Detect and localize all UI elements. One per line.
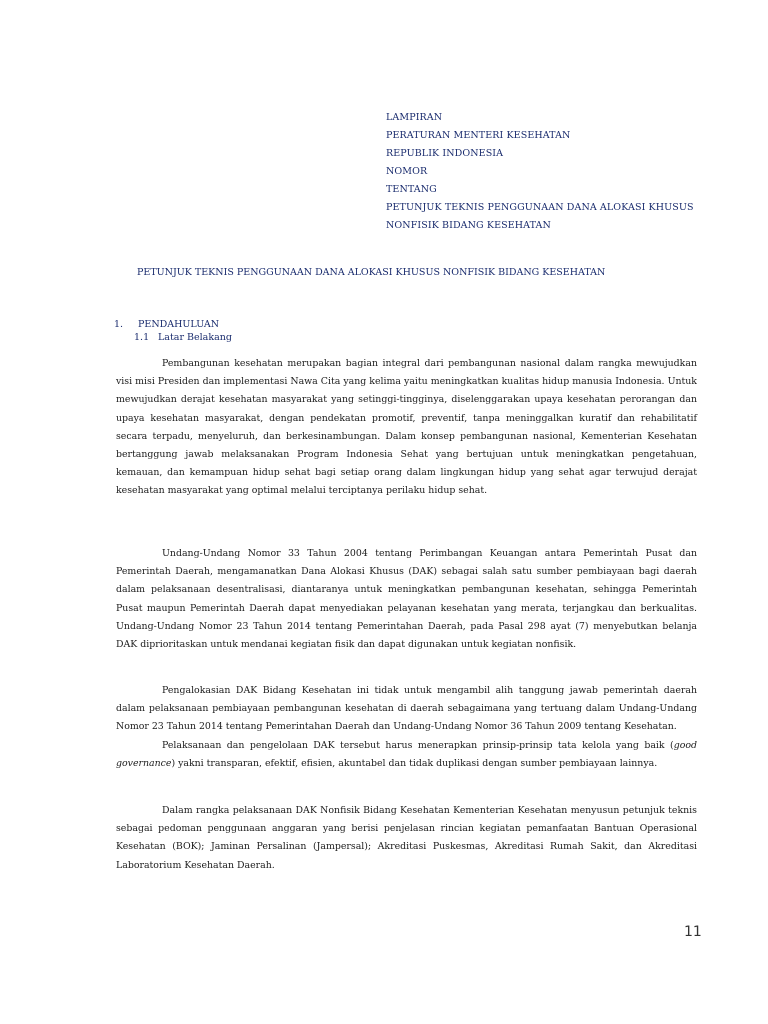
paragraph-2-block	[116, 545, 697, 654]
subsection-heading	[134, 331, 232, 344]
section-heading	[114, 318, 219, 331]
number-line: NOMOR	[386, 166, 428, 177]
regulation-line: PERATURAN MENTERI KESEHATAN	[386, 130, 571, 141]
paragraph-5-block	[116, 802, 697, 875]
subsection-label: Latar Belakang	[158, 332, 232, 343]
paragraph-3-block	[116, 682, 697, 773]
paragraph-1-block	[116, 355, 697, 501]
paragraph-1: Pembangunan kesehatan merupakan bagian integral dari pembangunan nasional dalam rangka mewujudkan visi misi Presiden dan implementasi Nawa Cita yang kelima yaitu meningkatkan kualitas hidup manusia Indonesia. Untuk mewujudkan derajat kesehatan masyarakat yang setinggi-tingginya, diselenggarakan upaya kesehatan perorangan dan upaya kesehatan masyarakat, dengan pendekatan promotif, preventif, tanpa meninggalkan kuratif dan rehabilitatif secara terpadu, menyeluruh, dan berkesinambungan. Dalam konsep pembangunan nasional, Kementerian Kesehatan bertanggung jawab melaksanakan Program Indonesia Sehat yang bertujuan untuk meningkatkan pengetahuan, kemauan, dan kemampuan hidup sehat bagi setiap orang dalam lingkungan hidup yang sehat agar terwujud derajat kesehatan masyarakat yang optimal melalui terciptanya perilaku hidup sehat.	[116, 358, 697, 497]
paragraph-2: Undang-Undang Nomor 33 Tahun 2004 tentang Perimbangan Keuangan antara Pemerintah Pusat dan Pemerintah Daerah, mengamanatkan Dana Alokasi Khusus (DAK) sebagai salah satu sumber pembiayaan bagi daerah dalam pelaksanaan desentralisasi, diantaranya untuk meningkatkan pembangunan kesehatan, sehingga Pemerintah Pusat maupun Pemerintah Daerah dapat menyediakan pelayanan kesehatan yang merata, terjangkau dan berkualitas. Undang-Undang Nomor 23 Tahun 2014 tentang Pemerintahan Daerah, pada Pasal 298 ayat (7) menyebutkan belanja DAK diprioritaskan untuk mendanai kegiatan fisik dan dapat digunakan untuk kegiatan nonfisik.	[116, 548, 697, 651]
appendix-header	[386, 109, 726, 235]
page-number: 11	[684, 924, 702, 940]
paragraph-5: Dalam rangka pelaksanaan DAK Nonfisik Bidang Kesehatan Kementerian Kesehatan menyusun petunjuk teknis sebagai pedoman penggunaan anggaran yang berisi penjelasan rincian kegiatan pemanfaatan Bantuan Operasional Kesehatan (BOK); Jaminan Persalinan (Jampersal); Akreditasi Puskesmas, Akreditasi Rumah Sakit, dan Akreditasi Laboratorium Kesehatan Daerah.	[116, 805, 697, 871]
paragraph-4-italic: good governance	[116, 739, 697, 769]
section-number: 1.	[114, 319, 124, 330]
document-title: PETUNJUK TEKNIS PENGGUNAAN DANA ALOKASI KHUSUS NONFISIK BIDANG KESEHATAN	[137, 267, 606, 278]
subject-line-2: NONFISIK BIDANG KESEHATAN	[386, 220, 551, 231]
about-line: TENTANG	[386, 184, 437, 195]
subject-line-1: PETUNJUK TEKNIS PENGGUNAAN DANA ALOKASI KHUSUS	[386, 202, 694, 213]
paragraph-4-start: Pelaksanaan dan pengelolaan DAK tersebut harus menerapkan prinsip-prinsip tata kelola yang baik (	[162, 739, 674, 751]
country-line: REPUBLIK INDONESIA	[386, 148, 504, 159]
paragraph-4	[116, 737, 697, 773]
appendix-label: LAMPIRAN	[386, 112, 443, 123]
paragraph-3: Pengalokasian DAK Bidang Kesehatan ini tidak untuk mengambil alih tanggung jawab pemerintah daerah dalam pelaksanaan pembiayaan pembangunan kesehatan di daerah sebagaimana yang tertuang dalam Undang-Undang Nomor 23 Tahun 2014 tentang Pemerintahan Daerah dan Undang-Undang Nomor 36 Tahun 2009 tentang Kesehatan.	[116, 685, 697, 733]
subsection-number: 1.1	[134, 332, 150, 343]
section-label: PENDAHULUAN	[138, 319, 220, 330]
paragraph-4-end: ) yakni transparan, efektif, efisien, akuntabel dan tidak duplikasi dengan sumber pembiayaan lainnya.	[171, 757, 658, 769]
